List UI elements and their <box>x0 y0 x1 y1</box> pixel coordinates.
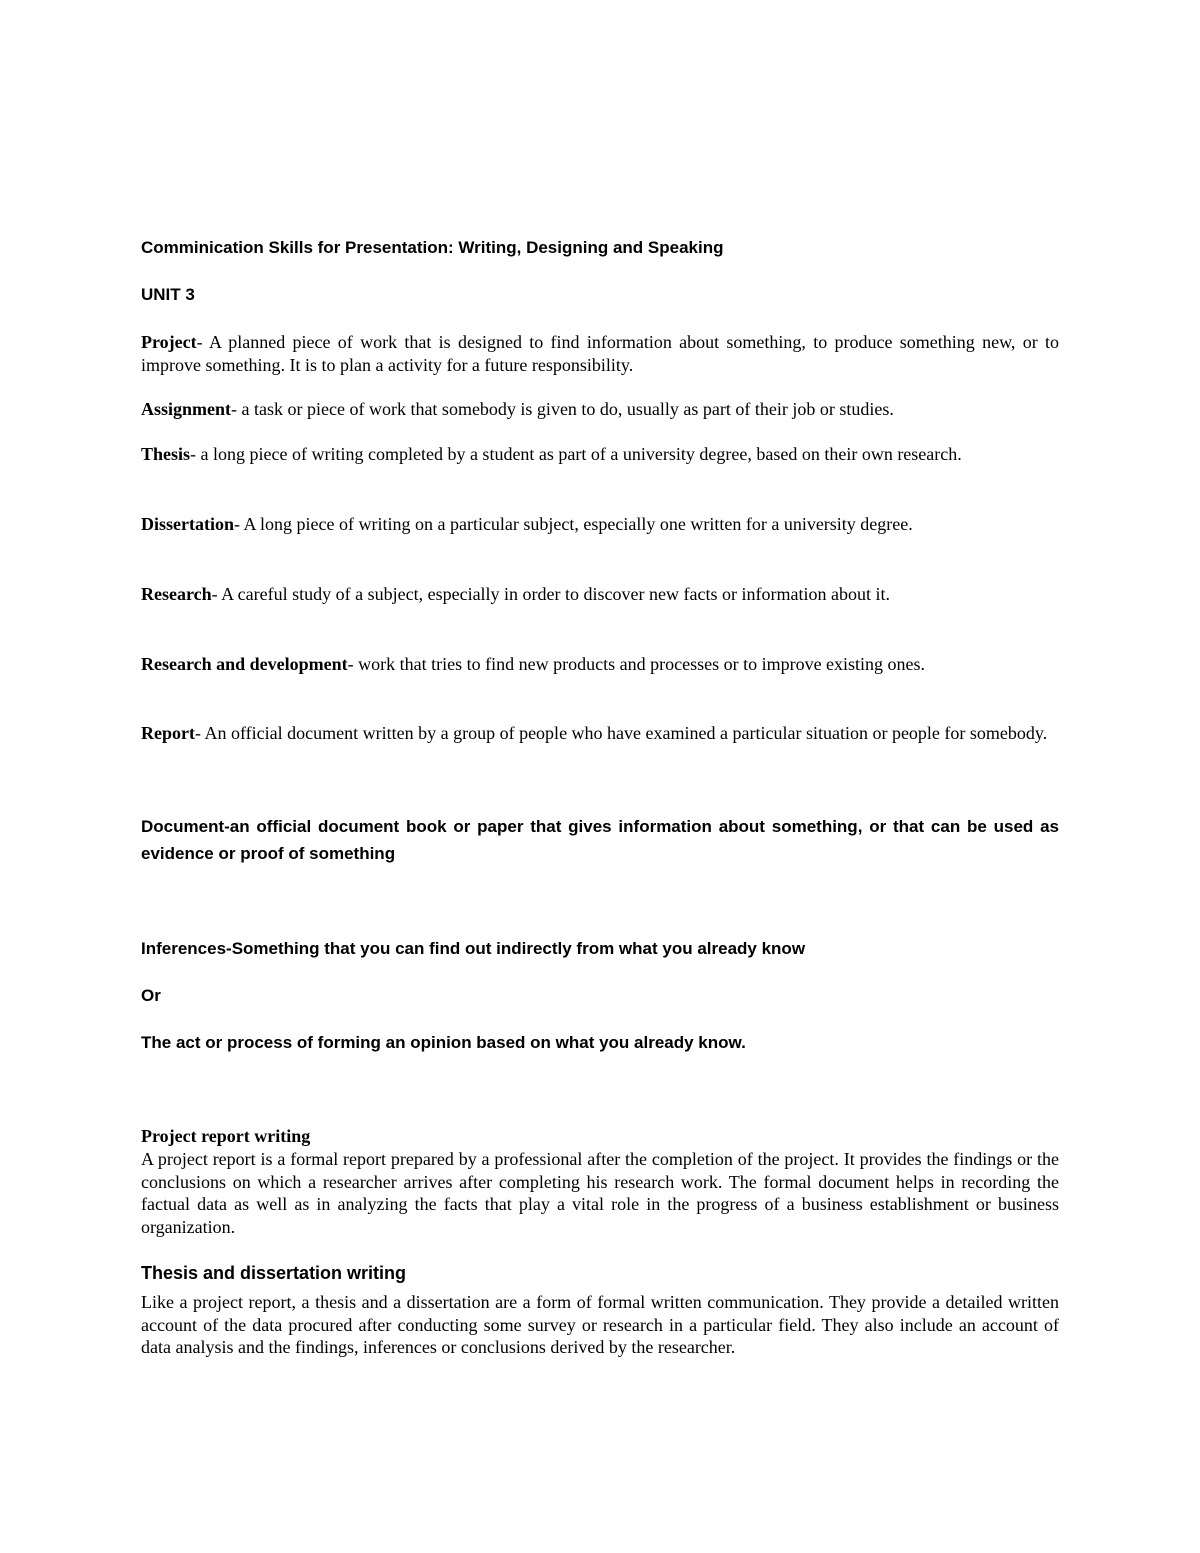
definition-term: Research <box>141 584 212 604</box>
definition-project <box>141 331 1059 377</box>
definition-term: Dissertation <box>141 514 234 534</box>
definition-inferences: Inferences-Something that you can find out indirectly from what you already know <box>141 939 806 958</box>
definition-text: - work that tries to find new products and processes or to improve existing ones. <box>347 654 926 674</box>
definition-text: - a task or piece of work that somebody is given to do, usually as part of their job or studies. <box>231 399 894 419</box>
definition-term: Thesis <box>141 444 191 464</box>
thesis-writing-heading: Thesis and dissertation writing <box>141 1263 407 1283</box>
document-title: Comminication Skills for Presentation: Writing, Designing and Speaking <box>141 238 724 257</box>
or-connector: Or <box>141 986 161 1005</box>
definition-thesis <box>141 443 1059 466</box>
definition-research <box>141 583 1059 606</box>
definition-text: - A long piece of writing on a particular subject, especially one written for a university degree. <box>234 514 913 534</box>
definition-text: - a long piece of writing completed by a student as part of a university degree, based on their own research. <box>190 444 962 464</box>
definition-term: Assignment <box>141 399 232 419</box>
unit-heading: UNIT 3 <box>141 285 195 304</box>
document-page <box>141 0 1059 1553</box>
thesis-writing-body: Like a project report, a thesis and a dissertation are a form of formal written communication. They provide a detailed written account of the data procured after conducting some survey or research in a particular field. They also include an account of data analysis and the findings, inferences or conclusions derived by the researcher. <box>141 1292 1059 1357</box>
definition-term: Research and development <box>141 654 348 674</box>
definition-inferences-alt: The act or process of forming an opinion based on what you already know. <box>141 1033 746 1052</box>
definition-dissertation <box>141 513 1059 536</box>
definition-document: Document-an official document book or paper that gives information about something, or that can be used as evidence or proof of something <box>141 817 1059 863</box>
project-report-heading: Project report writing <box>141 1126 311 1146</box>
definition-report <box>141 722 1059 745</box>
definition-text: - A careful study of a subject, especially in order to discover new facts or information about it. <box>211 584 890 604</box>
definition-term: Project <box>141 332 197 352</box>
definition-research-and-development <box>141 653 1059 676</box>
definition-text: - A planned piece of work that is designed to find information about something, to produce something new, or to improve something. It is to plan a activity for a future responsibility. <box>141 332 1059 375</box>
project-report-body: A project report is a formal report prepared by a professional after the completion of the project. It provides the findings or the conclusions on which a researcher arrives after completing his research work. The formal document helps in recording the factual data as well as in analyzing the facts that play a vital role in the progress of a business establishment or business organization. <box>141 1149 1059 1237</box>
definition-term: Report <box>141 723 195 743</box>
definition-text: - An official document written by a group of people who have examined a particular situation or people for somebody. <box>194 723 1048 743</box>
definition-assignment <box>141 398 1059 421</box>
